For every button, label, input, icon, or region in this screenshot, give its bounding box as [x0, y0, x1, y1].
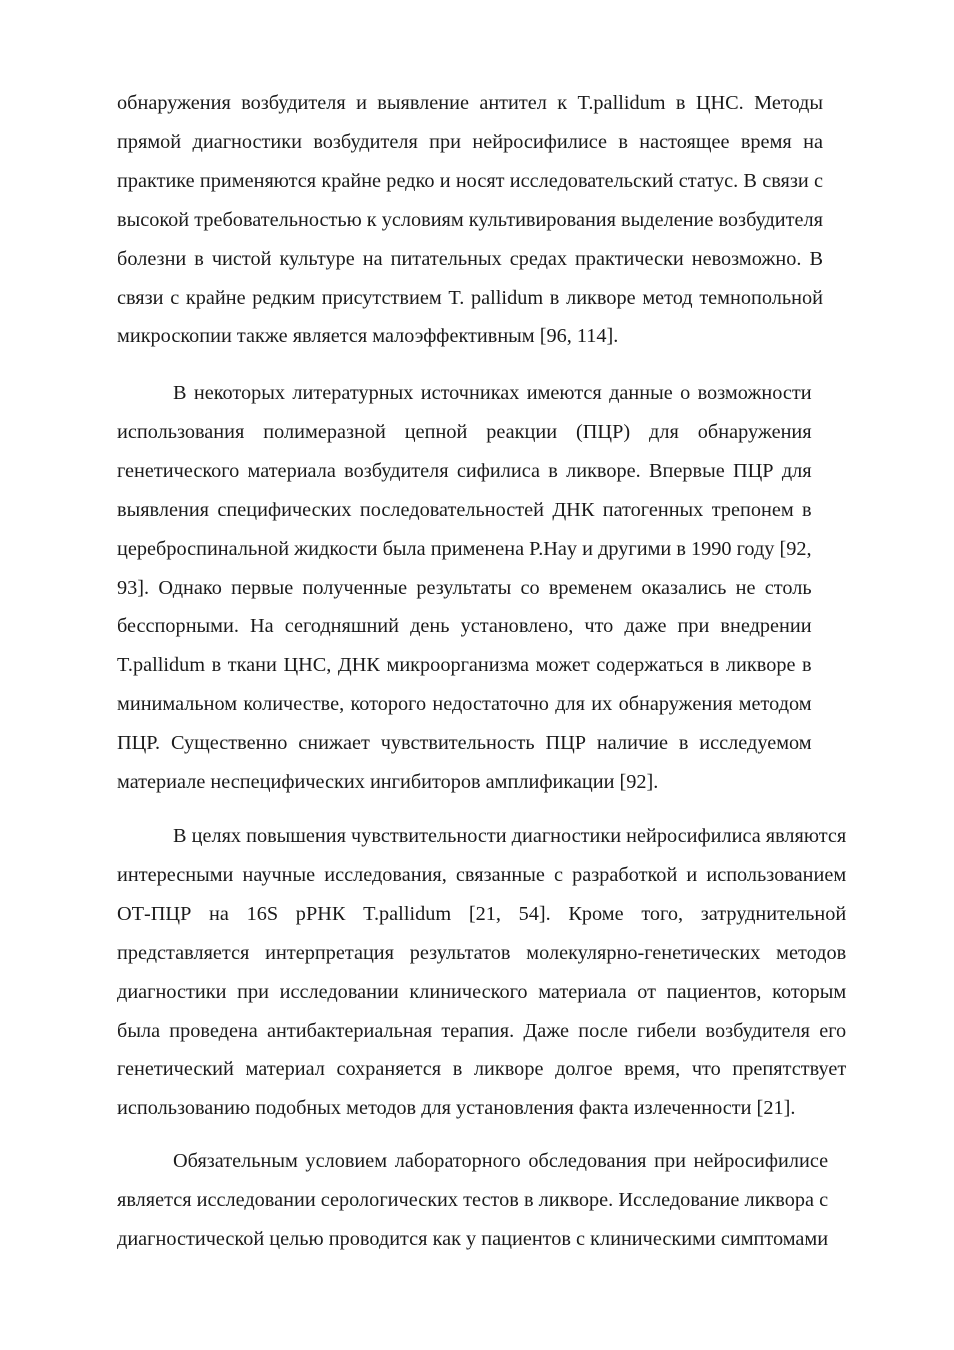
- text-line: использованию подобных методов для установления факта излеченности [21].: [117, 1097, 796, 1120]
- text-line: болезни в чистой культуре на питательных средах практически невозможно. В: [117, 247, 823, 270]
- text-line: Обязательным условием лабораторного обследования при нейросифилисе: [173, 1150, 829, 1172]
- text-line: микроскопии также является малоэффективным [96, 114].: [117, 325, 619, 348]
- text-line: минимальном количестве, которого недостаточно для их обнаружения методом: [117, 693, 812, 716]
- text-line: В целях повышения чувствительности диагностики нейросифилиса являются: [173, 825, 847, 847]
- text-line: 93]. Однако первые полученные результаты со временем оказались не столь: [117, 576, 812, 599]
- text-line: обнаружения возбудителя и выявление антител к T.pallidum в ЦНС. Методы: [117, 92, 823, 114]
- text-line: ПЦР. Существенно снижает чувствительность ПЦР наличие в исследуемом: [117, 732, 812, 755]
- paragraph-3: [117, 817, 846, 1128]
- text-line: генетический материал сохраняется в ликворе долгое время, что препятствует: [117, 1058, 847, 1081]
- text-line: материале неспецифических ингибиторов амплификации [92].: [117, 771, 659, 794]
- text-line: высокой требовательностью к условиям культивирования выделение возбудителя: [117, 208, 823, 231]
- text-line: интересными научные исследования, связанные с разработкой и использованием: [117, 863, 847, 886]
- paragraph-4: [117, 1142, 828, 1259]
- text-line: диагностики при исследовании клинического материала от пациентов, которым: [117, 980, 847, 1003]
- paragraph-2: [117, 374, 812, 802]
- text-line: выявления специфических последовательностей ДНК патогенных трепонем в: [117, 498, 812, 521]
- text-line: бесспорными. На сегодняшний день установлено, что даже при внедрении: [117, 615, 812, 638]
- text-line: цереброспинальной жидкости была применена P.Hay и другими в 1990 году [92,: [117, 537, 812, 560]
- text-line: диагностической целью проводится как у пациентов с клиническими симптомами: [117, 1227, 829, 1250]
- text-line: представляется интерпретация результатов молекулярно-генетических методов: [117, 941, 847, 964]
- text-line: является исследовании серологических тестов в ликворе. Исследование ликвора с: [117, 1188, 829, 1211]
- text-line: была проведена антибактериальная терапия. Даже после гибели возбудителя его: [117, 1019, 847, 1042]
- text-line: генетического материала возбудителя сифилиса в ликворе. Впервые ПЦР для: [117, 459, 812, 482]
- text-line: практике применяются крайне редко и носят исследовательский статус. В связи с: [117, 169, 823, 192]
- text-line: прямой диагностики возбудителя при нейросифилисе в настоящее время на: [117, 130, 823, 153]
- text-line: T.pallidum в ткани ЦНС, ДНК микроорганизма может содержаться в ликворе в: [117, 654, 812, 677]
- text-line: В некоторых литературных источниках имеются данные о возможности: [173, 382, 812, 404]
- paragraph-1: [117, 84, 823, 356]
- text-line: ОТ-ПЦР на 16S рРНК T.pallidum [21, 54]. Кроме того, затруднительной: [117, 902, 847, 925]
- text-line: связи с крайне редким присутствием T. pallidum в ликворе метод темнопольной: [117, 286, 823, 309]
- text-line: использования полимеразной цепной реакции (ПЦР) для обнаружения: [117, 420, 812, 443]
